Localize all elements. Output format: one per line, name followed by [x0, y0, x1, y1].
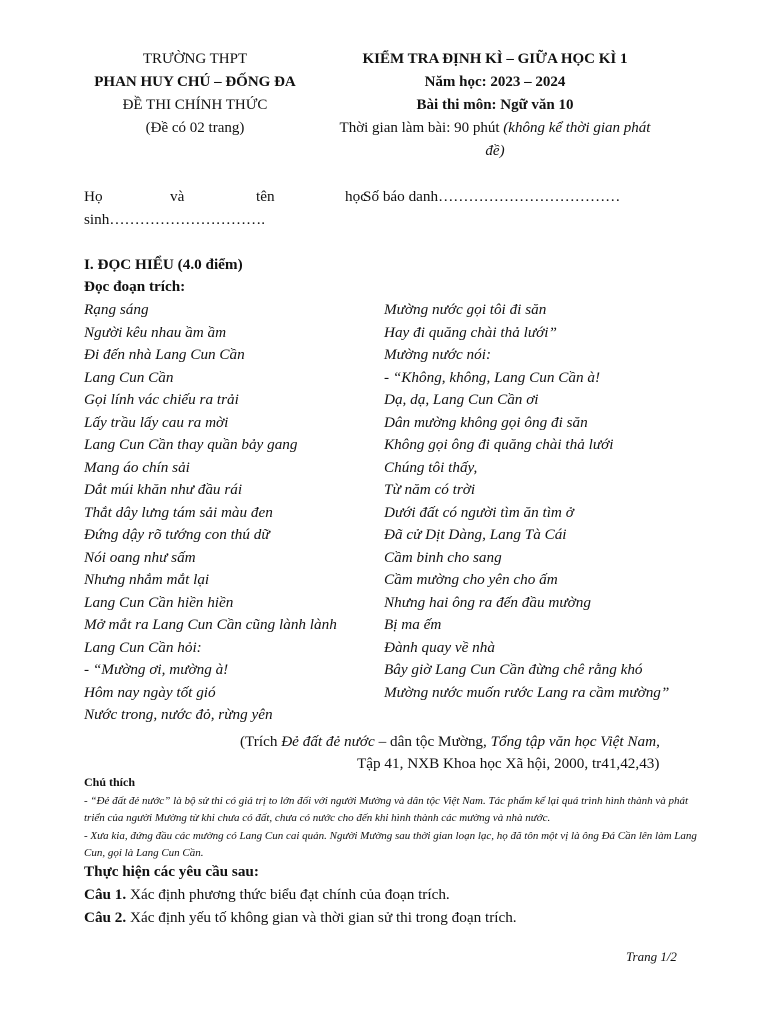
- poem-line: Đành quay về nhà: [384, 638, 495, 656]
- section-title: I. ĐỌC HIỂU (4.0 điểm): [84, 256, 243, 273]
- student-id-field: Số báo danh………………………………: [363, 188, 621, 205]
- name-word-2: và: [170, 188, 185, 205]
- school-year: Năm học: 2023 – 2024: [424, 74, 566, 90]
- name-word-2-wrap: [170, 188, 184, 206]
- poem-line: Gọi lính vác chiếu ra trải: [84, 391, 239, 408]
- poem-line: Người kêu nhau ầm ầm: [84, 323, 227, 341]
- question-1: [84, 886, 450, 904]
- poem-line: Đứng dậy rõ tướng con thú dữ: [84, 526, 270, 543]
- poem-line: - “Không, không, Lang Cun Cần à!: [384, 368, 601, 386]
- poem-line: Từ năm có trời: [384, 481, 476, 498]
- exam-status: ĐỀ THI CHÍNH THỨC: [122, 97, 268, 113]
- name-word-1: Họ: [84, 188, 103, 205]
- poem-line: Mường nước nói:: [384, 346, 492, 363]
- school-header: [70, 48, 320, 140]
- poem-line: Nói oang như sấm: [84, 548, 196, 566]
- excerpt-intro: Đọc đoạn trích:: [84, 278, 186, 295]
- poem-line: Nhưng nhắm mắt lại: [84, 571, 210, 588]
- exam-subject: Bài thi môn: Ngữ văn 10: [416, 97, 574, 113]
- poem-line: Đã cử Dịt Dàng, Lang Tà Cái: [384, 526, 567, 543]
- citation-line2: Tập 41, NXB Khoa học Xã hội, 2000, tr41,42,43): [357, 755, 660, 772]
- poem-line: Rạng sáng: [84, 301, 149, 318]
- poem-line: Cầm mường cho yên cho ấm: [384, 571, 558, 588]
- exam-title: KIỂM TRA ĐỊNH KÌ – GIỮA HỌC KÌ 1: [362, 51, 628, 67]
- exam-duration-note-cont: đề): [485, 143, 505, 159]
- poem-line: Thắt dây lưng tám sải màu đen: [84, 503, 273, 521]
- exam-duration-text: Thời gian làm bài: 90 phút: [339, 120, 504, 136]
- poem-line: Lang Cun Cần: [84, 368, 174, 386]
- exam-duration: [305, 117, 685, 140]
- note-1: - “Đẻ đất đẻ nước” là bộ sử thi có giá trị to lớn đối với người Mường và dân tộc Việt Nam. Tác phẩm kể lại quá trình hình thành và phát triển của người Mường từ khi chưa có đất, chưa có nước cho đến khi hình thành các mường và nhà nước.: [84, 795, 689, 824]
- question-2-text: Xác định yếu tố không gian và thời gian sử thi trong đoạn trích.: [126, 909, 517, 926]
- poem-line: Không gọi ông đi quăng chài thả lưới: [384, 436, 614, 453]
- name-word-3: tên: [256, 188, 275, 205]
- student-name-label: [84, 188, 103, 206]
- question-2-label: Câu 2.: [84, 909, 127, 926]
- page-count-note: (Đề có 02 trang): [145, 120, 245, 136]
- poem-line: Dạ, dạ, Lang Cun Cần ơi: [384, 391, 539, 408]
- citation-open: (Trích: [240, 733, 282, 750]
- student-name-field: sinh………………………….: [84, 211, 265, 228]
- poem-line: Lang Cun Cần thay quần bảy gang: [84, 436, 298, 453]
- notes-title: Chú thích: [84, 775, 136, 789]
- page-number: Trang 1/2: [626, 949, 677, 964]
- poem-line: Hôm nay ngày tốt gió: [84, 683, 216, 701]
- poem-line: Đi đến nhà Lang Cun Cần: [84, 346, 245, 363]
- poem-line: Cầm binh cho sang: [384, 548, 502, 566]
- poem-line: Lang Cun Cần hiền hiền: [84, 593, 234, 611]
- exam-duration-note: (không kể thời gian phát: [503, 120, 651, 136]
- poem-line: Lang Cun Cần hỏi:: [84, 638, 202, 656]
- poem-line: Dắt múi khăn như đầu rái: [84, 481, 243, 498]
- name-word-3-wrap: [256, 188, 275, 206]
- school-name-line2: PHAN HUY CHÚ – ĐỐNG ĐA: [94, 74, 296, 90]
- poem-line: Mường nước gọi tôi đi săn: [384, 301, 547, 318]
- question-1-label: Câu 1.: [84, 886, 127, 903]
- poem-line: Lấy trầu lấy cau ra mời: [84, 413, 229, 431]
- note-2: - Xưa kia, đứng đầu các mường có Lang Cun cai quản. Người Mường sau thời gian loạn lạc, họ đã tôn một vị là ông Đá Cần lên làm Lang Cun, gọi là Lang Cun Cần.: [84, 830, 697, 859]
- poem-line: Bị ma ếm: [384, 616, 442, 633]
- poem-line: Dân mường không gọi ông đi săn: [384, 413, 588, 431]
- poem-line: Dưới đất có người tìm ăn tìm ở: [384, 503, 574, 521]
- instruction: Thực hiện các yêu cầu sau:: [84, 863, 259, 880]
- poem-line: Nước trong, nước đỏ, rừng yên: [84, 706, 273, 723]
- question-1-text: Xác định phương thức biểu đạt chính của đoạn trích.: [126, 886, 450, 903]
- poem-column-right: [384, 299, 669, 704]
- poem-line: Mang áo chín sải: [84, 458, 190, 476]
- poem-line: Mường nước muốn rước Lang ra cầm mường”: [384, 683, 670, 701]
- poem-line: - “Mường ơi, mường à!: [84, 661, 229, 678]
- exam-header: [305, 48, 685, 163]
- school-name-line1: TRƯỜNG THPT: [142, 51, 248, 67]
- citation-tail: ,: [656, 733, 660, 750]
- poem-line: Bây giờ Lang Cun Cần đừng chê rằng khó: [384, 661, 643, 678]
- citation-mid: – dân tộc Mường,: [374, 733, 491, 750]
- poem-column-left: [84, 299, 337, 727]
- poem-line: Mở mắt ra Lang Cun Cần cũng lành lành: [84, 616, 337, 633]
- citation-line1: [240, 733, 660, 751]
- question-2: [84, 909, 517, 927]
- name-word-4: học: [345, 188, 367, 205]
- poem-line: Chúng tôi thấy,: [384, 458, 478, 476]
- poem-line: Nhưng hai ông ra đến đầu mường: [384, 593, 591, 611]
- citation-work-title: Đẻ đất đẻ nước: [281, 733, 375, 750]
- citation-collection-title: Tổng tập văn học Việt Nam: [490, 733, 657, 750]
- poem-line: Hay đi quăng chài thả lưới”: [384, 323, 557, 341]
